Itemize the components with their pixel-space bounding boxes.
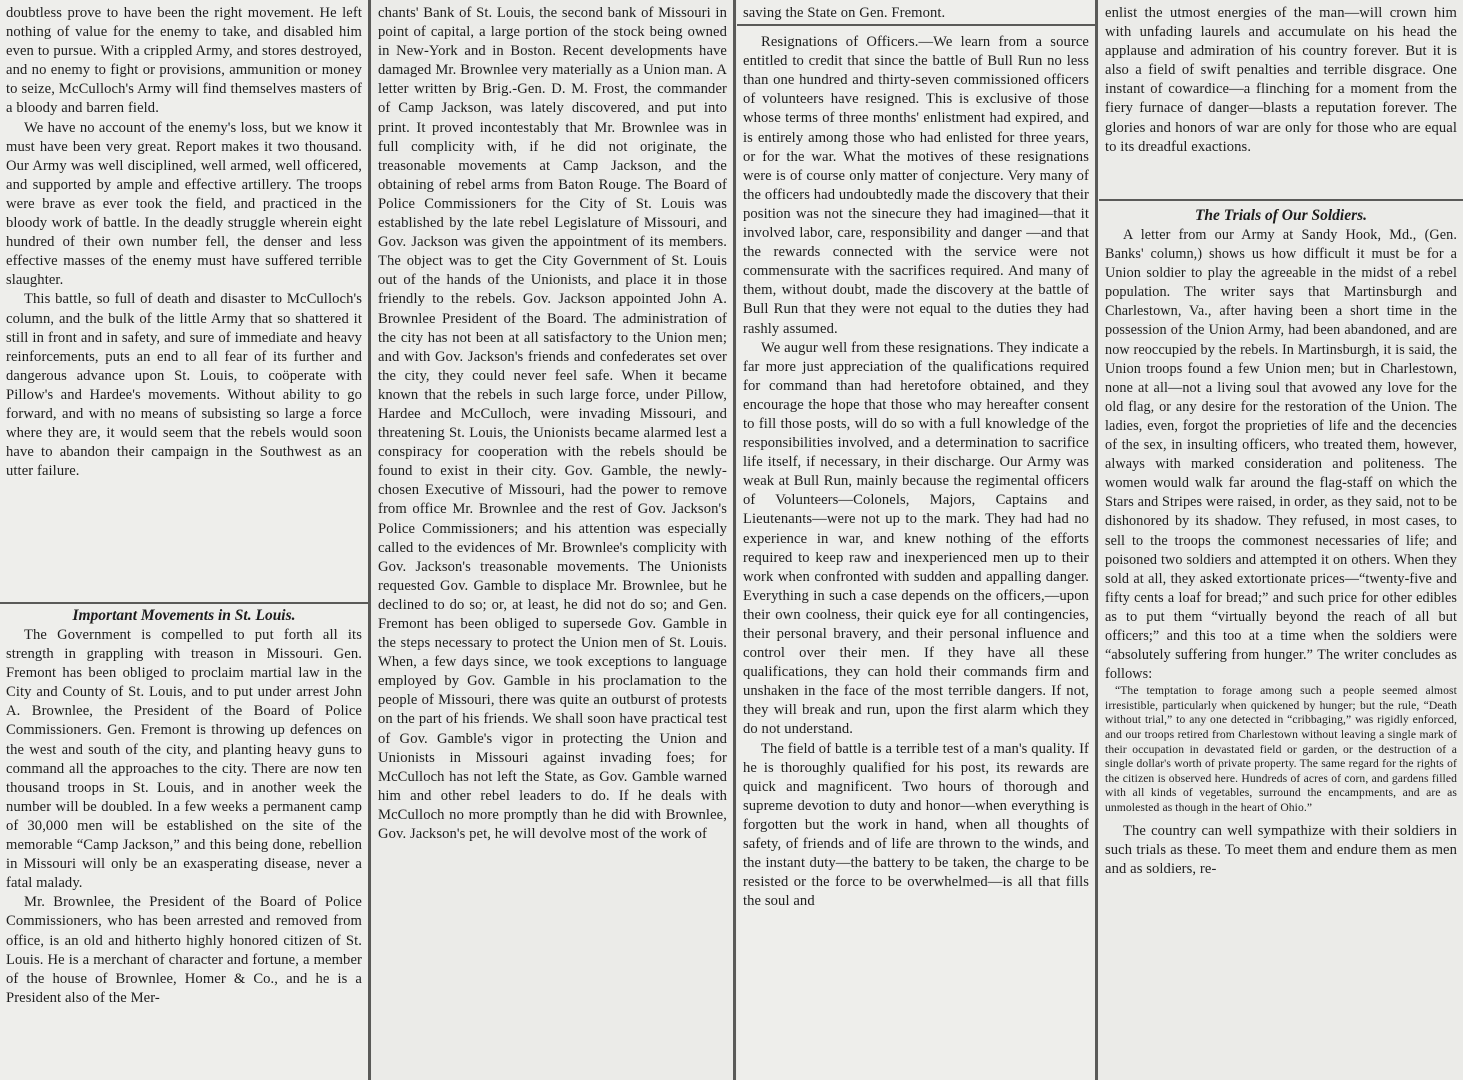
column-3 — [737, 0, 1095, 1080]
paragraph: We augur well from these resignations. They indicate a far more just appreciation of the qualifications required for command than had heretofore obtained, and they encourage the hope that those who may hereafter consent to fill those posts, will do so with a full knowledge of the responsibilities involved, and a determination to sacrifice life itself, if necessary, in their discharge. Our Army was weak at Bull Run, mainly because the regimental officers of Volunteers—Colonels, Majors, Captains and Lieutenants—were not up to the mark. They had had no experience in war, and knew nothing of the efforts required to keep raw and inexperienced men up to their work when confronted with sudden and appalling danger. Everything in such a case depends on the officers,—upon their own coolness, their quick eye for all contingencies, their personal bravery, and their personal influence and control over their men. If they have all these qualifications, they can hold their commands firm and unshaken in the face of the most terrible dangers. If not, they will break and run, upon the first alarm which they do not understand. — [743, 339, 1089, 738]
block-quote: “The temptation to forage among such a people seemed almost irresistible, particularly when quickened by hunger; but the rule, “Death without trial,” to any one detected in “cribbaging,” was rigidly enforced, and our troops retired from Charlestown without leaving a single mark of their occupation in devastated field or garden, or the destruction of a single dollar's worth of private property. The same regard for the rights of the citizen is observed here. Hundreds of acres of corn, and gardens filled with all kinds of vegetables, surround the encampments, and are as unmolested as though in the heart of Ohio.” — [1105, 684, 1457, 814]
article-headline: Important Movements in St. Louis. — [72, 607, 296, 624]
paragraph: The country can well sympathize with their soldiers in such trials as these. To meet them and endure them as men and as soldiers, re- — [1105, 822, 1457, 877]
paragraph: Mr. Brownlee, the President of the Board of Police Commissioners, who has been arrested and removed from office, is an old and hitherto highly honored citizen of St. Louis. He is a merchant of character and fortune, a member of the house of Brownlee, Homer & Co., and he is a President also of the Mer- — [6, 894, 362, 1006]
article-trials-of-our-soldiers — [1105, 206, 1457, 1080]
paragraph: doubtless prove to have been the right movement. He left nothing of value for the enemy to take, and disabled him even to pursue. With a crippled Army, and stores destroyed, and no enemy to fight or provisions, ammunition or money to seize, McCulloch's Army will find themselves masters of a bloody and barren field. — [6, 5, 362, 117]
paragraph: We have no account of the enemy's loss, but we know it must have been very great. Report makes it two thousand. Our Army was well disciplined, well armed, well officered, and supported by ample and effective artillery. The troops were brave as ever took the field, and practiced in the bloody work of battle. In the deadly struggle wherein eight hundred of their own number fell, the denser and less effective masses of the enemy must have suffered terrible slaughter. — [6, 119, 362, 289]
paragraph: enlist the utmost energies of the man—will crown him with unfading laurels and accumulate on his head the applause and admiration of his country forever. But it is also a field of swift penalties and terrible disgrace. One instant of cowardice—a flinching for a moment from the fiery furnace of danger—blasts a reputation forever. The glories and honors of war are only for those who are equal to its dreadful exactions. — [1105, 5, 1457, 155]
paragraph: Resignations of Officers.—We learn from a source entitled to credit that since the battle of Bull Run no less than one hundred and thirty-seven commissioned officers of volunteers have resigned. This is exclusive of those whose terms of three months' enlistment had expired, and is entirely among those who had enlisted for three years, or for the war. What the motives of these resignations were is of course only matter of conjecture. Very many of the officers had undoubtedly made the discovery that their position was not the sinecure they had imagined—that it involved labor, care, responsibility and danger —and that the rewards connected with the service were not commensurate with the sacrifices required. And many of them, without doubt, made the discovery at the battle of Bull Run that they were not equal to the duties they had rashly assumed. — [743, 34, 1089, 337]
article-divider — [1099, 199, 1463, 201]
paragraph: saving the State on Gen. Fremont. — [743, 5, 946, 21]
column-1 — [0, 0, 368, 1080]
column-1-article-continued — [6, 4, 362, 600]
column-2 — [372, 0, 733, 1080]
paragraph: This battle, so full of death and disaster to McCulloch's column, and the bulk of the little Army that so shattered it still in front and in safety, and sure of immediate and heavy reinforcements, puts an end to all fear of its further and dangerous advance upon St. Louis, to coöperate with Pillow's and Hardee's movements. Without ability to go forward, and with no means of subsisting so large a force where they are, it would seem that the rebels would soon have to abandon their campaign in the Southwest as an utter failure. — [6, 291, 362, 480]
paragraph: chants' Bank of St. Louis, the second bank of Missouri in point of capital, a large portion of the stock being owned in New-York and in Boston. Recent developments have damaged Mr. Brownlee very materially as a Union man. A letter written by Brig.-Gen. D. M. Frost, the commander of Camp Jackson, was lately discovered, and put into print. It proved incontestably that Mr. Brownlee was in full complicity with, if he did not originate, the treasonable movements at Camp Jackson, and the obtaining of rebel arms from Baton Rouge. The Board of Police Commissioners for the City of St. Louis was established by the late rebel Legislature of Missouri, and Gov. Jackson was given the appointment of its members. The object was to get the City Government of St. Louis out of the hands of the Unionists, and place it in those friendly to the rebels. Gov. Jackson appointed John A. Brownlee President of the Board. The administration of the city has not been at all satisfactory to the Union men; and with Gov. Jackson's friends and confederates set over the city, they could never feel safe. When it became known that the rebels in such large force, under Pillow, Hardee and McCulloch, were invading Missouri, and threatening St. Louis, the Unionists became alarmed lest a conspiracy for cooperation with the rebels should be found to exist in their city. Gov. Gamble, the newly-chosen Executive of Missouri, had the power to remove from office Mr. Brownlee and the rest of Gov. Jackson's Police Commissioners; and his attention was especially called to the evidences of Mr. Brownlee's complicity with Gov. Jackson's treasonable movements. The Unionists requested Gov. Gamble to displace Mr. Brownlee, but he declined to do so; or, at least, he did not do so; and Gen. Fremont has been obliged to supersede Gov. Gamble in the steps necessary to protect the Union men of St. Louis. When, a few days since, we took exceptions to language employed by Gov. Gamble in his proclamation to the people of Missouri, there was quite an outburst of protests on the part of his friends. We shall soon have practical test of Gov. Gamble's vigor in protecting the Union and Unionists in Missouri against invading foes; for McCulloch has not left the State, as Gov. Gamble warned him and other rebel leaders to do. If he deals with McCulloch no more promptly than he did with Brownlee, Gov. Jackson's pet, he will devolve most of the work of — [378, 5, 727, 843]
column-rule — [733, 0, 736, 1080]
article-headline: The Trials of Our Soldiers. — [1194, 207, 1368, 224]
column-4 — [1099, 0, 1463, 1080]
paragraph: The field of battle is a terrible test of a man's quality. If he is thoroughly qualified for his post, its rewards are quick and magnificent. Two hours of thorough and supreme devotion to duty and honor—when everything is forgotten but the work in hand, when all thoughts of safety, of friends and of life are thrown to the winds, and the instant duty—the battery to be taken, the charge to be resisted or the force to be overwhelmed—is all that fills the soul and — [743, 740, 1089, 910]
paragraph: A letter from our Army at Sandy Hook, Md., (Gen. Banks' column,) shows us how difficult it must be for a Union soldier to play the agreeable in the midst of a rebel population. The writer says that Martinsburgh and Charlestown, Va., after having been a short time in the possession of the Union Army, had been abandoned, and are now reoccupied by the rebels. In Martinsburgh, it is said, the Union troops found a few Union men; but in Charlestown, none at all—not a living soul that avowed any love for the old flag, or any desire for the restoration of the Union. The ladies, even, forgot the proprieties of life and the decencies of the sex, in insulting officers, who treated them, however, always with marked consideration and politeness. The women would walk far around the flag-staff on which the Stars and Stripes were raised, in order, as they said, not to be dishonored by its shadow. They refused, in most cases, to sell to the troops the commonest necessaries of life; and poisoned two soldiers and attempted it on others. When they sold at all, they asked extortionate prices—“twenty-five and fifty cents a loaf for bread;” and such price for other edibles as to put them “virtually beyond the reach of all but officers;” and this too at a time when the soldiers were “absolutely suffering from hunger.” The writer concludes as follows: — [1105, 227, 1457, 683]
column-rule — [368, 0, 371, 1080]
column-rule — [1095, 0, 1098, 1080]
article-divider — [0, 602, 368, 604]
article-divider — [737, 24, 1095, 26]
column-2-article-continued — [378, 4, 727, 1080]
article-resignations-of-officers — [743, 4, 1089, 1080]
article-important-movements — [6, 606, 362, 1080]
column-4-article-continued — [1105, 4, 1457, 194]
paragraph: The Government is compelled to put forth all its strength in grappling with treason in Missouri. Gen. Fremont has been obliged to proclaim martial law in the City and County of St. Louis, and to put under arrest John A. Brownlee, the President of the Board of Police Commissioners. Gen. Fremont is throwing up defences on the west and south of the city, and planting heavy guns to command all the approaches to the city. There are now ten thousand troops in St. Louis, and in another week the number will be doubled. In a few weeks a permanent camp of 30,000 men will be established on the site of the memorable “Camp Jackson,” and this being done, rebellion in Missouri will only be an exasperating disease, never a fatal malady. — [6, 627, 362, 892]
